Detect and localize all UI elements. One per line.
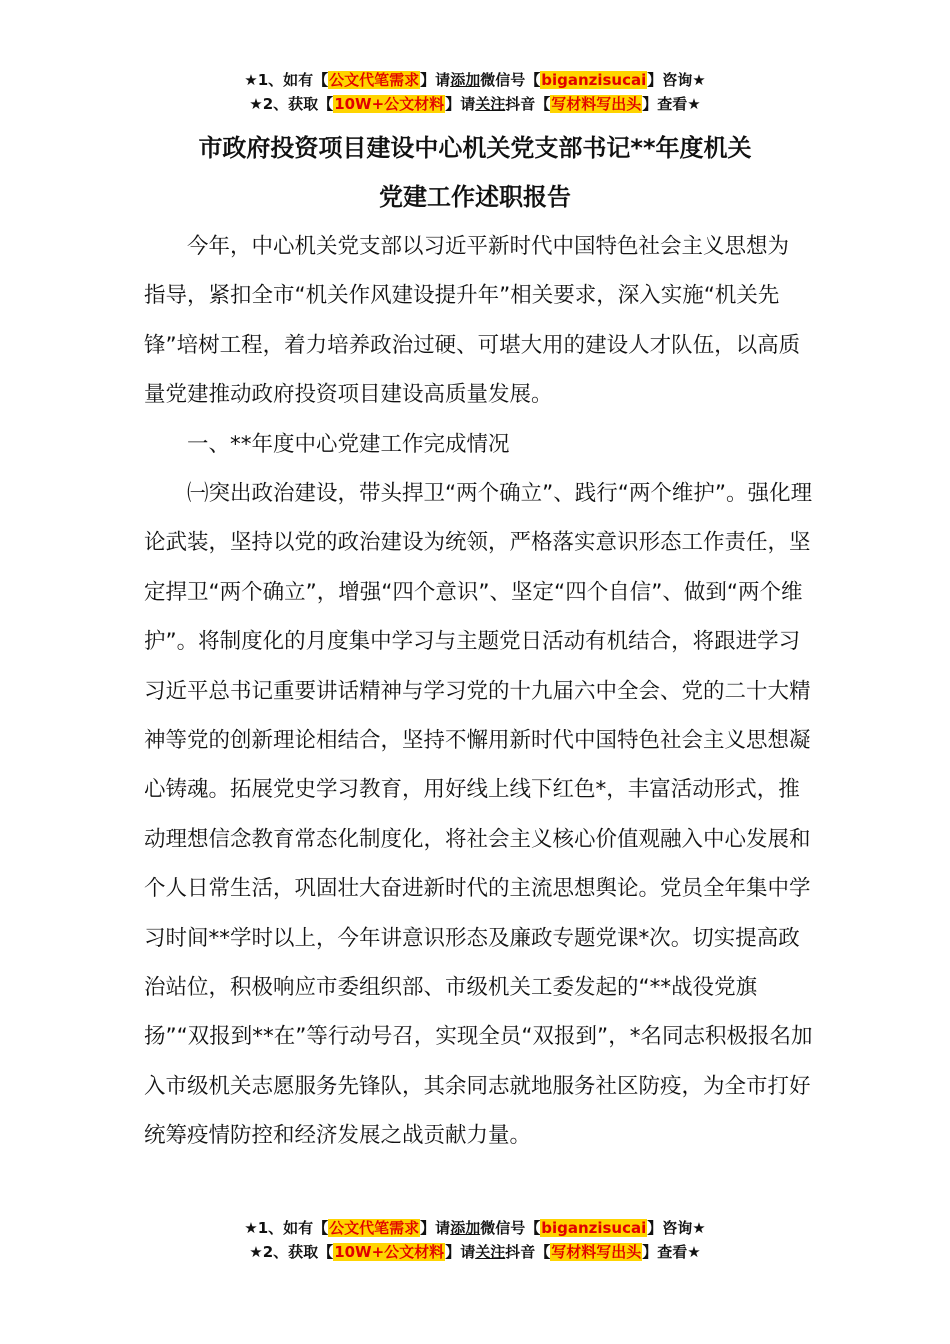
promo-line-1 xyxy=(0,68,950,92)
promo-banner-bottom xyxy=(0,1216,950,1264)
promo-text: 抖音【 xyxy=(505,95,551,113)
promo-text: 抖音【 xyxy=(505,1243,551,1261)
highlight-text: 公文代笔需求 xyxy=(329,71,420,89)
promo-text: 】咨询★ xyxy=(647,71,706,89)
highlight-text: 10W+公文材料 xyxy=(334,1243,445,1261)
subsection-heading: ㈠突出政治建设，带头捍卫“两个确立”、践行“两个维护”。 xyxy=(187,481,748,506)
body-paragraph xyxy=(144,469,819,1161)
promo-text: 】请 xyxy=(445,95,476,113)
promo-text: 1、如有【 xyxy=(257,71,329,89)
promo-text: 】咨询★ xyxy=(647,1219,706,1237)
promo-line-2 xyxy=(0,1240,950,1264)
star-icon: ★ xyxy=(249,1243,263,1261)
douyin-id: 写材料写出头 xyxy=(551,1243,642,1261)
promo-text: 2、获取【 xyxy=(262,95,334,113)
intro-paragraph: 今年，中心机关党支部以习近平新时代中国特色社会主义思想为指导，紧扣全市“机关作风建设提升年”相关要求，深入实施“机关先锋”培树工程，着力培养政治过硬、可堪大用的建设人才队伍，以高质量党建推动政府投资项目建设高质量发展。 xyxy=(144,234,801,408)
underlined-text: 关注 xyxy=(475,1243,506,1261)
wechat-id: biganzisucai xyxy=(541,1219,647,1237)
highlight-text: 公文代笔需求 xyxy=(329,1219,420,1237)
document-title-line-2: 党建工作述职报告 xyxy=(379,183,571,211)
highlight-text: 10W+公文材料 xyxy=(334,95,445,113)
star-icon: ★ xyxy=(249,95,263,113)
promo-text: 】请 xyxy=(420,1219,451,1237)
promo-text: 1、如有【 xyxy=(257,1219,329,1237)
section-heading: 一、**年度中心党建工作完成情况 xyxy=(187,432,510,457)
underlined-text: 添加 xyxy=(450,71,481,89)
underlined-text: 添加 xyxy=(450,1219,481,1237)
promo-text: 】查看★ xyxy=(642,95,701,113)
star-icon: ★ xyxy=(244,1219,258,1237)
promo-text: 】查看★ xyxy=(642,1243,701,1261)
promo-text: 微信号【 xyxy=(480,71,541,89)
promo-text: 微信号【 xyxy=(480,1219,541,1237)
paragraph-text: 强化理论武装，坚持以党的政治建设为统领，严格落实意识形态工作责任，坚定捍卫“两个确立”，增强“四个意识”、坚定“四个自信”、做到“两个维护”。将制度化的月度集中学习与主题党日活动有机结合，将跟进学习习近平总书记重要讲话精神与学习党的十九届六中全会、党的二十大精神等党的创新理论相结合，坚持不懈用新时代中国特色社会主义思想凝心铸魂。拓展党史学习教育，用好线上线下红色*，丰富活动形式，推动理想信念教育常态化制度化，将社会主义核心价值观融入中心发展和个人日常生活，巩固壮大奋进新时代的主流思想舆论。党员全年集中学习时间**学时以上，今年讲意识形态及廉政专题党课*次。切实提高政治站位，积极响应市委组织部、市级机关工委发起的“**战役党旗扬”“双报到**在”等行动号召，实现全员“双报到”，*名同志积极报名加入市级机关志愿服务先锋队，其余同志就地服务社区防疫，为全市打好统筹疫情防控和经济发展之战贡献力量。 xyxy=(144,481,813,1149)
wechat-id: biganzisucai xyxy=(541,71,647,89)
promo-line-2 xyxy=(0,92,950,116)
underlined-text: 关注 xyxy=(475,95,506,113)
star-icon: ★ xyxy=(244,71,258,89)
promo-text: 】请 xyxy=(445,1243,476,1261)
promo-text: 2、获取【 xyxy=(262,1243,334,1261)
promo-text: 】请 xyxy=(420,71,451,89)
promo-line-1 xyxy=(0,1216,950,1240)
douyin-id: 写材料写出头 xyxy=(551,95,642,113)
document-title-line-1: 市政府投资项目建设中心机关党支部书记**年度机关 xyxy=(198,134,752,162)
promo-banner-top xyxy=(0,68,950,116)
